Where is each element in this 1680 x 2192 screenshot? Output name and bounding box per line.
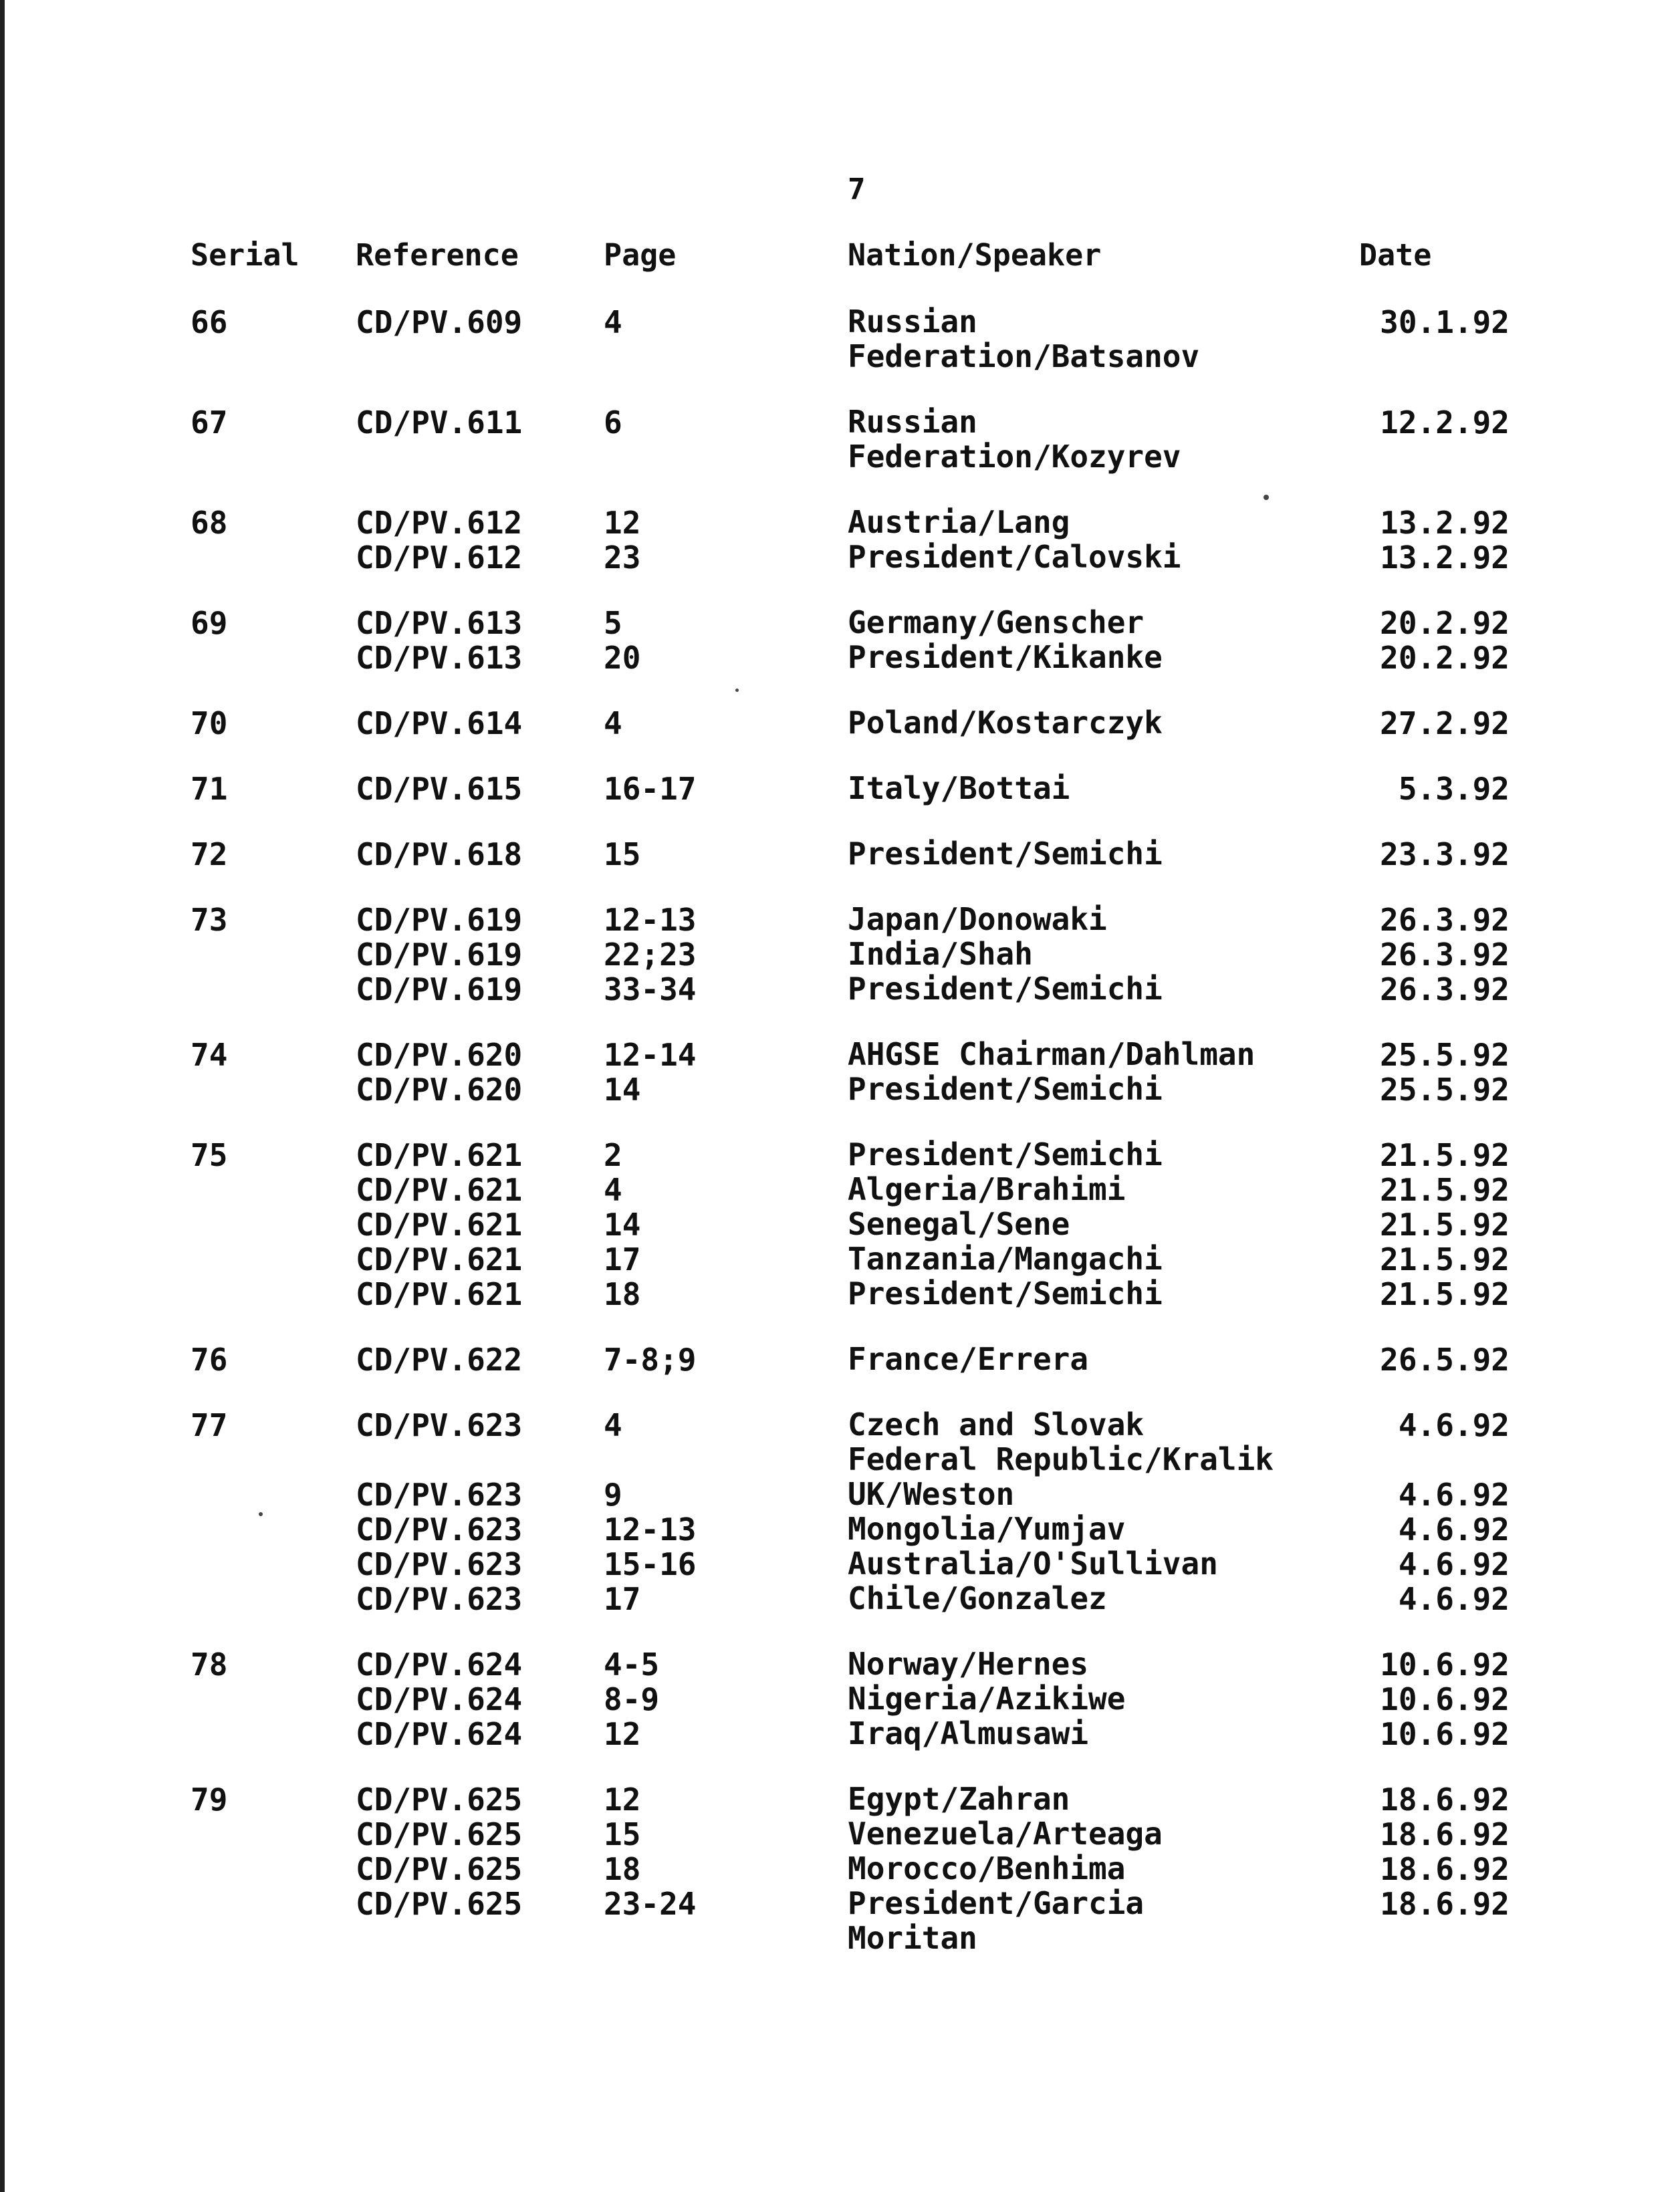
table-row	[0, 836, 1680, 871]
reference-cell: CD/PV.620	[356, 1037, 523, 1073]
serial-group	[0, 1407, 1680, 1616]
table-row	[0, 640, 1680, 675]
serial-group	[0, 1137, 1680, 1311]
date-cell: 26.3.92	[1380, 902, 1510, 938]
table-row	[0, 937, 1680, 971]
page-cell: 22;23	[604, 937, 697, 973]
serial-number: 78	[191, 1647, 228, 1683]
table-row	[0, 1037, 1680, 1072]
page-cell: 9	[604, 1477, 622, 1513]
date-cell: 4.6.92	[1398, 1581, 1510, 1617]
date-cell: 21.5.92	[1380, 1241, 1510, 1277]
nation-speaker-cell: Nigeria/Azikiwe	[848, 1681, 1126, 1717]
table-row	[0, 1241, 1680, 1276]
date-cell: 25.5.92	[1380, 1072, 1510, 1108]
nation-speaker-cell: Russian Federation/Kozyrev	[848, 404, 1181, 475]
nation-speaker-cell: Venezuela/Arteaga	[848, 1816, 1163, 1852]
date-cell: 13.2.92	[1380, 505, 1510, 541]
table-row	[0, 1782, 1680, 1816]
serial-number: 66	[191, 304, 228, 340]
reference-cell: CD/PV.612	[356, 539, 523, 576]
reference-cell: CD/PV.623	[356, 1511, 523, 1548]
table-row	[0, 1407, 1680, 1477]
table-row	[0, 1511, 1680, 1546]
serial-number: 72	[191, 836, 228, 872]
table-row	[0, 1072, 1680, 1106]
nation-speaker-cell: Norway/Hernes	[848, 1646, 1089, 1682]
page-cell: 15-16	[604, 1546, 697, 1582]
page-cell: 12	[604, 1716, 641, 1752]
reference-cell: CD/PV.621	[356, 1276, 523, 1312]
scan-speck	[1264, 495, 1269, 500]
scan-speck	[259, 1512, 263, 1516]
table-row	[0, 705, 1680, 740]
serial-number: 70	[191, 705, 228, 741]
table-row	[0, 771, 1680, 806]
page-cell: 15	[604, 1816, 641, 1852]
date-cell: 13.2.92	[1380, 539, 1510, 576]
page-cell: 17	[604, 1241, 641, 1277]
serial-group	[0, 771, 1680, 806]
scan-speck	[735, 689, 739, 692]
reference-cell: CD/PV.624	[356, 1681, 523, 1717]
reference-cell: CD/PV.619	[356, 971, 523, 1007]
date-cell: 27.2.92	[1380, 705, 1510, 741]
table-row	[0, 971, 1680, 1006]
reference-cell: CD/PV.625	[356, 1816, 523, 1852]
serial-group	[0, 605, 1680, 675]
header-nation-speaker: Nation/Speaker	[848, 237, 1102, 273]
page-cell: 4	[604, 304, 622, 340]
nation-speaker-cell: Russian Federation/Batsanov	[848, 303, 1200, 374]
table-header	[0, 237, 1680, 277]
table-row	[0, 505, 1680, 539]
nation-speaker-cell: Chile/Gonzalez	[848, 1580, 1107, 1616]
nation-speaker-cell: Mongolia/Yumjav	[848, 1511, 1126, 1547]
nation-speaker-cell: AHGSE Chairman/Dahlman	[848, 1036, 1255, 1072]
table-row	[0, 1137, 1680, 1172]
serial-number: 68	[191, 505, 228, 541]
page-cell: 2	[604, 1137, 622, 1173]
date-cell: 10.6.92	[1380, 1716, 1510, 1752]
page-cell: 23-24	[604, 1886, 697, 1922]
serial-number: 77	[191, 1407, 228, 1443]
reference-cell: CD/PV.612	[356, 505, 523, 541]
table-row	[0, 1207, 1680, 1241]
page-number: 7	[848, 172, 866, 207]
reference-cell: CD/PV.621	[356, 1137, 523, 1173]
page-cell: 18	[604, 1851, 641, 1887]
page-cell: 12	[604, 1782, 641, 1818]
nation-speaker-cell: Tanzania/Mangachi	[848, 1241, 1163, 1277]
nation-speaker-cell: Iraq/Almusawi	[848, 1715, 1089, 1751]
reference-cell: CD/PV.625	[356, 1782, 523, 1818]
table-row	[0, 304, 1680, 374]
date-cell: 4.6.92	[1398, 1407, 1510, 1443]
nation-speaker-cell: India/Shah	[848, 936, 1033, 972]
serial-group	[0, 505, 1680, 574]
date-cell: 21.5.92	[1380, 1207, 1510, 1243]
reference-cell: CD/PV.625	[356, 1886, 523, 1922]
serial-group	[0, 1342, 1680, 1376]
reference-cell: CD/PV.623	[356, 1581, 523, 1617]
reference-cell: CD/PV.613	[356, 605, 523, 641]
nation-speaker-cell: President/Garcia Moritan	[848, 1885, 1145, 1956]
table-row	[0, 1716, 1680, 1751]
table-row	[0, 1581, 1680, 1616]
reference-cell: CD/PV.625	[356, 1851, 523, 1887]
date-cell: 18.6.92	[1380, 1851, 1510, 1887]
nation-speaker-cell: President/Calovski	[848, 539, 1181, 575]
date-cell: 18.6.92	[1380, 1886, 1510, 1922]
nation-speaker-cell: President/Semichi	[848, 1136, 1163, 1173]
serial-group	[0, 404, 1680, 474]
date-cell: 20.2.92	[1380, 640, 1510, 676]
nation-speaker-cell: UK/Weston	[848, 1476, 1015, 1512]
date-cell: 21.5.92	[1380, 1172, 1510, 1208]
nation-speaker-cell: Austria/Lang	[848, 504, 1070, 540]
date-cell: 25.5.92	[1380, 1037, 1510, 1073]
nation-speaker-cell: President/Semichi	[848, 1071, 1163, 1107]
page-cell: 12-13	[604, 902, 697, 938]
reference-cell: CD/PV.618	[356, 836, 523, 872]
reference-cell: CD/PV.621	[356, 1241, 523, 1277]
reference-cell: CD/PV.615	[356, 771, 523, 807]
date-cell: 18.6.92	[1380, 1816, 1510, 1852]
table-row	[0, 1681, 1680, 1716]
reference-cell: CD/PV.623	[356, 1407, 523, 1443]
date-cell: 26.5.92	[1380, 1342, 1510, 1378]
reference-cell: CD/PV.621	[356, 1207, 523, 1243]
date-cell: 21.5.92	[1380, 1276, 1510, 1312]
serial-group	[0, 1037, 1680, 1106]
date-cell: 5.3.92	[1398, 771, 1510, 807]
reference-cell: CD/PV.622	[356, 1342, 523, 1378]
nation-speaker-cell: Algeria/Brahimi	[848, 1171, 1126, 1207]
reference-cell: CD/PV.623	[356, 1477, 523, 1513]
nation-speaker-cell: President/Kikanke	[848, 639, 1163, 675]
page-cell: 4	[604, 1407, 622, 1443]
table-row	[0, 539, 1680, 574]
reference-cell: CD/PV.613	[356, 640, 523, 676]
header-page: Page	[604, 237, 677, 273]
table-row	[0, 1172, 1680, 1207]
serial-number: 73	[191, 902, 228, 938]
date-cell: 21.5.92	[1380, 1137, 1510, 1173]
table-row	[0, 1342, 1680, 1376]
page-cell: 4	[604, 705, 622, 741]
page-cell: 17	[604, 1581, 641, 1617]
page-cell: 4	[604, 1172, 622, 1208]
nation-speaker-cell: France/Errera	[848, 1341, 1089, 1377]
header-reference: Reference	[356, 237, 519, 273]
nation-speaker-cell: Czech and Slovak Federal Republic/Kralik	[848, 1407, 1274, 1477]
serial-group	[0, 836, 1680, 871]
serial-group	[0, 705, 1680, 740]
page-cell: 12-13	[604, 1511, 697, 1548]
nation-speaker-cell: Australia/O'Sullivan	[848, 1546, 1218, 1582]
nation-speaker-cell: Egypt/Zahran	[848, 1781, 1070, 1817]
serial-number: 79	[191, 1782, 228, 1818]
date-cell: 18.6.92	[1380, 1782, 1510, 1818]
page-cell: 33-34	[604, 971, 697, 1007]
table-row	[0, 1886, 1680, 1955]
nation-speaker-cell: President/Semichi	[848, 1275, 1163, 1312]
serial-number: 76	[191, 1342, 228, 1378]
table-row	[0, 1647, 1680, 1681]
nation-speaker-cell: Japan/Donowaki	[848, 901, 1107, 937]
date-cell: 26.3.92	[1380, 937, 1510, 973]
reference-cell: CD/PV.619	[356, 902, 523, 938]
date-cell: 20.2.92	[1380, 605, 1510, 641]
date-cell: 26.3.92	[1380, 971, 1510, 1007]
page-cell: 12-14	[604, 1037, 697, 1073]
serial-number: 75	[191, 1137, 228, 1173]
reference-cell: CD/PV.619	[356, 937, 523, 973]
nation-speaker-cell: Poland/Kostarczyk	[848, 705, 1163, 741]
reference-cell: CD/PV.609	[356, 304, 523, 340]
table-row	[0, 1816, 1680, 1851]
table-row	[0, 1477, 1680, 1511]
date-cell: 10.6.92	[1380, 1681, 1510, 1717]
table-row	[0, 902, 1680, 937]
table-row	[0, 1276, 1680, 1311]
nation-speaker-cell: Senegal/Sene	[848, 1206, 1070, 1242]
table-row	[0, 404, 1680, 474]
reference-cell: CD/PV.623	[356, 1546, 523, 1582]
header-date: Date	[1359, 237, 1432, 273]
page-cell: 4-5	[604, 1647, 660, 1683]
reference-cell: CD/PV.614	[356, 705, 523, 741]
table-row	[0, 605, 1680, 640]
serial-group	[0, 902, 1680, 1006]
serial-group	[0, 304, 1680, 374]
date-cell: 23.3.92	[1380, 836, 1510, 872]
page-cell: 16-17	[604, 771, 697, 807]
reference-cell: CD/PV.620	[356, 1072, 523, 1108]
page-cell: 5	[604, 605, 622, 641]
serial-group	[0, 1647, 1680, 1751]
serial-number: 71	[191, 771, 228, 807]
table-row	[0, 1851, 1680, 1886]
date-cell: 4.6.92	[1398, 1511, 1510, 1548]
serial-number: 69	[191, 605, 228, 641]
date-cell: 12.2.92	[1380, 404, 1510, 441]
nation-speaker-cell: President/Semichi	[848, 836, 1163, 872]
reference-cell: CD/PV.611	[356, 404, 523, 441]
reference-cell: CD/PV.624	[356, 1647, 523, 1683]
date-cell: 30.1.92	[1380, 304, 1510, 340]
table-row	[0, 1546, 1680, 1581]
nation-speaker-cell: Italy/Bottai	[848, 770, 1070, 806]
date-cell: 4.6.92	[1398, 1546, 1510, 1582]
page-cell: 12	[604, 505, 641, 541]
nation-speaker-cell: Morocco/Benhima	[848, 1850, 1126, 1886]
statements-table	[0, 304, 1680, 1986]
page-cell: 14	[604, 1207, 641, 1243]
page-cell: 8-9	[604, 1681, 660, 1717]
page-cell: 20	[604, 640, 641, 676]
reference-cell: CD/PV.624	[356, 1716, 523, 1752]
serial-group	[0, 1782, 1680, 1955]
page-cell: 15	[604, 836, 641, 872]
nation-speaker-cell: Germany/Genscher	[848, 604, 1145, 640]
serial-number: 74	[191, 1037, 228, 1073]
serial-number: 67	[191, 404, 228, 441]
header-serial: Serial	[191, 237, 299, 273]
date-cell: 10.6.92	[1380, 1647, 1510, 1683]
page-cell: 23	[604, 539, 641, 576]
reference-cell: CD/PV.621	[356, 1172, 523, 1208]
nation-speaker-cell: President/Semichi	[848, 971, 1163, 1007]
page-cell: 14	[604, 1072, 641, 1108]
page-cell: 6	[604, 404, 622, 441]
page-cell: 18	[604, 1276, 641, 1312]
date-cell: 4.6.92	[1398, 1477, 1510, 1513]
page-cell: 7-8;9	[604, 1342, 697, 1378]
